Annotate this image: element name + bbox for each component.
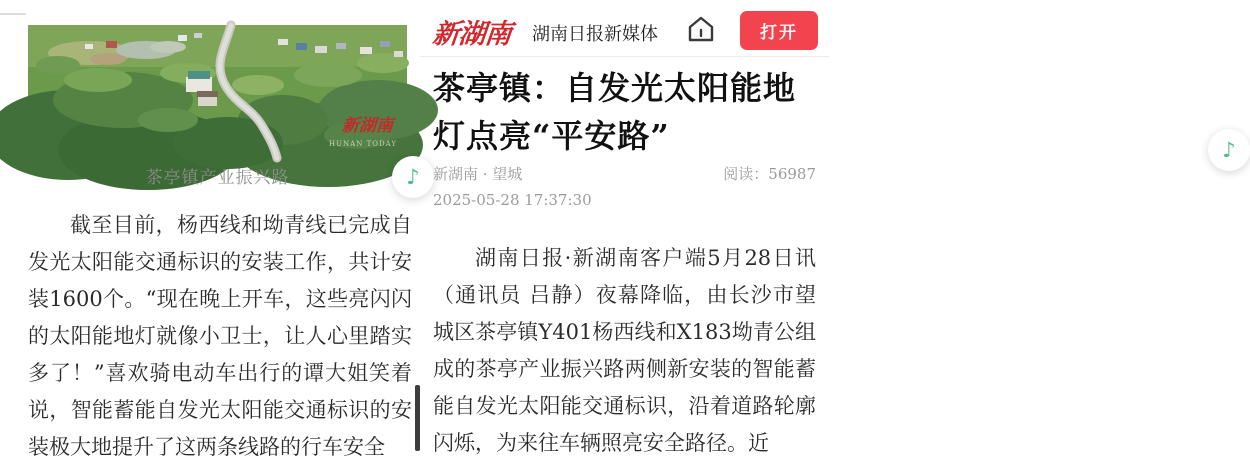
article-meta [433,163,816,209]
publish-timestamp: 2025-05-28 17:37:30 [433,191,592,209]
home-icon[interactable] [686,14,716,44]
article-title: 茶亭镇：自发光太阳能地灯点亮“平安路” [433,69,797,155]
app-header [420,0,829,57]
brand-title: 湖南日报新媒体 [532,24,658,45]
article-source: 新湖南 · 望城 [433,165,523,183]
music-note-icon: ♪ [406,165,420,189]
page-edge-tick [0,13,26,15]
read-count: 阅读：56987 [723,165,816,183]
article-paragraph-lead: 湖南日报·新湖南客户端5月28日讯（通讯员 吕静）夜幕降临，由长沙市望城区茶亭镇Y401杨西线和X183坳青公组成的茶亭产业振兴路两侧新安装的智能蓄能自发光太阳能交通标识，沿着道路轮廓闪烁，为来往车辆照亮安全路径。近 [433,246,816,455]
page-scroll-indicator[interactable] [415,385,420,451]
photo-watermark: 新湖南 [341,116,394,136]
listen-button-right[interactable] [1208,129,1250,171]
aerial-road-photo [28,25,407,158]
music-note-icon: ♪ [1222,138,1236,162]
photo-caption: 茶亭镇产业振兴路 [145,168,290,188]
article-photo [28,25,407,158]
left-column [0,0,420,459]
right-column [420,0,1236,455]
article-paragraph-continued: 截至目前，杨西线和坳青线已完成自发光太阳能交通标识的安装工作，共计安装1600个。“现在晚上开车，这些亮闪闪的太阳能地灯就像小卫士，让人心里踏实多了！”喜欢骑电动车出行的谭大姐笑着说，智能蓄能自发光太阳能交通标识的安装极大地提升了这两条线路的行车安全 [28,213,412,459]
xinhunan-logo[interactable]: 新湖南 [431,19,513,50]
photo-watermark-sub: HUNAN TODAY [329,140,397,148]
open-app-button[interactable]: 打开 [740,11,818,50]
